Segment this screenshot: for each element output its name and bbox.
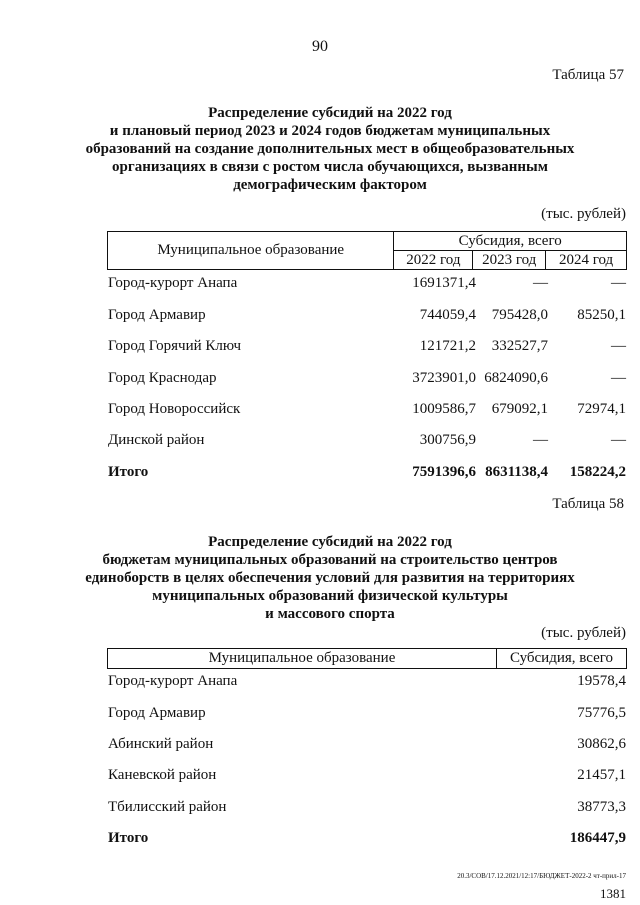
row-value-2022: 1691371,4	[412, 275, 476, 291]
header-subsidy-total: Субсидия, всего	[394, 232, 627, 251]
title-line: муниципальных образований физической культуры	[152, 588, 508, 604]
header-municipality: Муниципальное образование	[108, 232, 394, 270]
document-code: 20.3/СОВ/17.12.2021/12:17/БЮДЖЕТ-2022-2 чт-прил-17	[457, 872, 626, 880]
row-value-2022: 744059,4	[419, 307, 476, 323]
table-row	[108, 705, 626, 725]
table-row	[108, 338, 626, 358]
table-57-header	[107, 231, 627, 270]
row-value-2024: 72974,1	[577, 401, 626, 417]
title-line: бюджетам муниципальных образований на строительство центров	[102, 552, 558, 568]
row-value-2024: —	[611, 370, 626, 386]
row-value-2024: 85250,1	[577, 307, 626, 323]
total-label: Итого	[108, 464, 149, 480]
row-municipality: Каневской район	[108, 767, 217, 783]
table-58-title	[60, 533, 600, 623]
title-line: Распределение субсидий на 2022 год	[208, 534, 452, 550]
table-row	[108, 736, 626, 756]
title-line: единоборств в целях обеспечения условий для развития на территориях	[85, 570, 575, 586]
row-municipality: Город Армавир	[108, 307, 206, 323]
row-value-2022: 3723901,0	[412, 370, 476, 386]
total-value-2024: 158224,2	[569, 464, 626, 480]
title-line: демографическим фактором	[233, 177, 427, 193]
row-municipality: Город Новороссийск	[108, 401, 241, 417]
table-57-label: Таблица 57	[552, 67, 624, 83]
table-row	[108, 673, 626, 693]
title-line: и плановый период 2023 и 2024 годов бюджетам муниципальных	[109, 123, 551, 139]
table-58-label: Таблица 58	[552, 496, 624, 512]
row-value-2024: —	[611, 275, 626, 291]
row-value-2023: —	[533, 432, 548, 448]
header-subsidy-total: Субсидия, всего	[497, 649, 627, 669]
table-57-units: (тыс. рублей)	[541, 206, 626, 222]
table-row	[108, 370, 626, 390]
footer-page-number: 1381	[600, 886, 626, 901]
total-value: 186447,9	[569, 830, 626, 846]
title-line: образований на создание дополнительных мест в общеобразовательных	[85, 141, 575, 157]
row-value: 21457,1	[577, 767, 626, 783]
header-municipality: Муниципальное образование	[108, 649, 497, 669]
table-58-header	[107, 648, 627, 669]
table-total-row	[108, 464, 626, 484]
row-municipality: Город Горячий Ключ	[108, 338, 242, 354]
total-value-2022: 7591396,6	[412, 464, 476, 480]
table-row	[108, 432, 626, 452]
row-value-2022: 1009586,7	[412, 401, 476, 417]
header-year-2023: 2023 год	[473, 251, 546, 270]
row-municipality: Город-курорт Анапа	[108, 673, 238, 689]
table-57-title	[60, 104, 600, 194]
row-municipality: Город Армавир	[108, 705, 206, 721]
row-municipality: Город Краснодар	[108, 370, 217, 386]
table-row	[108, 401, 626, 421]
page-number: 90	[312, 38, 328, 55]
row-municipality: Динской район	[108, 432, 205, 448]
row-value-2023: 679092,1	[491, 401, 548, 417]
row-value-2024: —	[611, 338, 626, 354]
row-value-2022: 121721,2	[419, 338, 476, 354]
table-row	[108, 767, 626, 787]
table-total-row	[108, 830, 626, 850]
row-value-2023: 795428,0	[491, 307, 548, 323]
title-line: Распределение субсидий на 2022 год	[208, 105, 452, 121]
row-value-2023: —	[533, 275, 548, 291]
table-row	[108, 307, 626, 327]
total-label: Итого	[108, 830, 149, 846]
row-municipality: Тбилисский район	[108, 799, 227, 815]
table-row	[108, 799, 626, 819]
row-municipality: Город-курорт Анапа	[108, 275, 238, 291]
row-value-2023: 6824090,6	[484, 370, 548, 386]
row-value: 19578,4	[577, 673, 626, 689]
row-value-2022: 300756,9	[419, 432, 476, 448]
row-value: 75776,5	[577, 705, 626, 721]
table-58-units: (тыс. рублей)	[541, 625, 626, 641]
row-value-2024: —	[611, 432, 626, 448]
row-value: 30862,6	[577, 736, 626, 752]
row-value-2023: 332527,7	[491, 338, 548, 354]
row-value: 38773,3	[577, 799, 626, 815]
total-value-2023: 8631138,4	[485, 464, 548, 480]
header-year-2022: 2022 год	[394, 251, 473, 270]
header-year-2024: 2024 год	[546, 251, 627, 270]
title-line: организациях в связи с ростом числа обучающихся, вызванным	[112, 159, 548, 175]
row-municipality: Абинский район	[108, 736, 214, 752]
title-line: и массового спорта	[265, 606, 395, 622]
table-row	[108, 275, 626, 295]
